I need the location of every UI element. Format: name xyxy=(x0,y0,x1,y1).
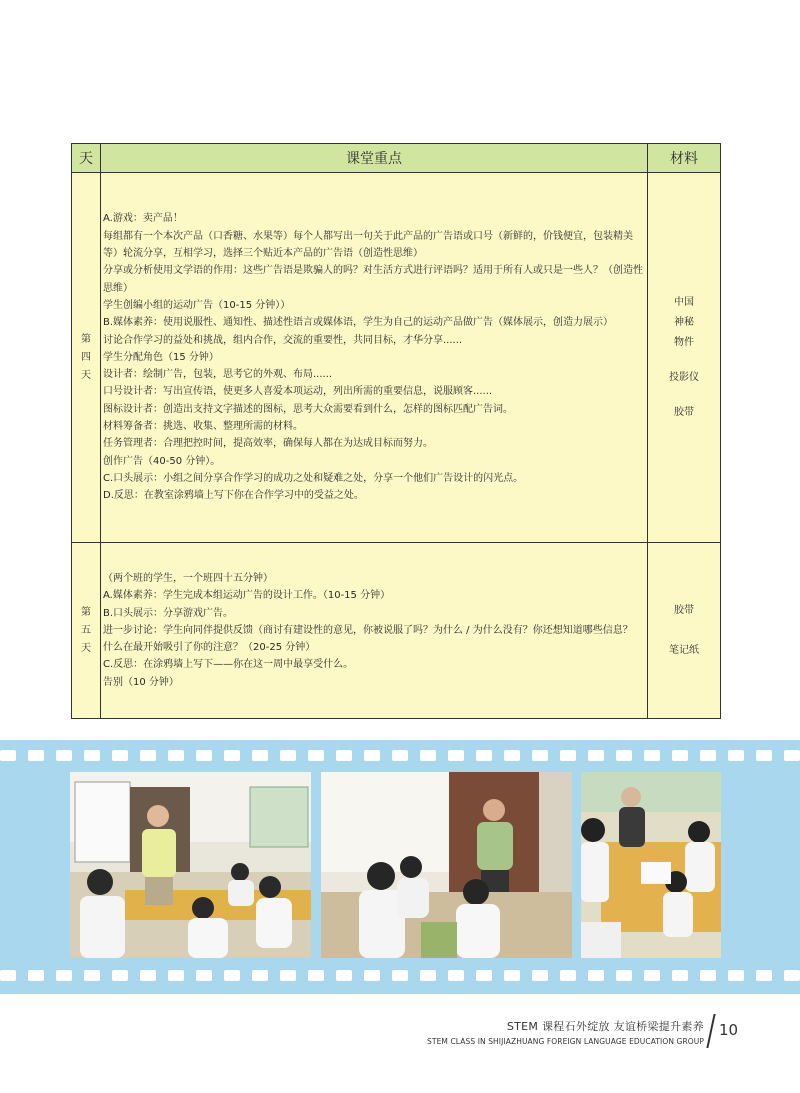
focus-line: 材料筹备者：挑选、收集、整理所需的材料。 xyxy=(103,421,303,433)
film-strip-banner xyxy=(0,740,800,994)
film-hole xyxy=(616,970,632,981)
table-row-day5 xyxy=(72,543,721,719)
focus-line: C.反思：在涂鸦墙上写下——你在这一周中最享受什么。 xyxy=(103,659,354,671)
focus-line: B.口头展示：分享游戏广告。 xyxy=(103,607,234,619)
day4-materials: 中国 神秘 物件 投影仪 胶带 xyxy=(648,173,721,543)
focus-line: A.游戏：卖产品！ xyxy=(103,213,183,225)
film-hole xyxy=(756,970,772,981)
focus-line: 图标设计者：创造出支持文字描述的图标，思考大众需要看到什么，怎样的图标匹配广告词。 xyxy=(103,403,513,415)
classroom-photo-group-work xyxy=(581,772,721,958)
film-hole xyxy=(140,750,156,761)
film-hole xyxy=(56,970,72,981)
focus-line: 学生创编小组的运动广告（10-15 分钟）） xyxy=(103,299,291,311)
classroom-photo-teacher-standing xyxy=(70,772,311,958)
focus-line: A.媒体素养：学生完成本组运动广告的设计工作。（10-15 分钟） xyxy=(103,590,391,602)
day4-focus xyxy=(101,173,648,543)
focus-line: （两个班的学生，一个班四十五分钟） xyxy=(103,572,273,584)
film-hole xyxy=(336,750,352,761)
film-hole xyxy=(448,750,464,761)
header-day: 天 xyxy=(72,144,101,173)
film-hole xyxy=(168,970,184,981)
page-footer xyxy=(427,1018,704,1046)
header-focus: 课堂重点 xyxy=(101,144,648,173)
film-hole xyxy=(84,970,100,981)
film-hole xyxy=(28,750,44,761)
film-hole xyxy=(280,750,296,761)
film-hole xyxy=(672,750,688,761)
film-hole xyxy=(560,750,576,761)
film-hole xyxy=(588,970,604,981)
film-hole xyxy=(504,970,520,981)
day5-focus xyxy=(101,543,648,719)
film-hole xyxy=(140,970,156,981)
day4-label: 第 四 天 xyxy=(72,173,101,543)
page-number: 10 xyxy=(719,1021,739,1039)
film-hole xyxy=(532,970,548,981)
film-hole xyxy=(700,970,716,981)
focus-line: 讨论合作学习的益处和挑战，组内合作，交流的重要性，共同目标，才华分享...... xyxy=(103,334,463,346)
film-hole xyxy=(196,970,212,981)
focus-line: 设计者：绘制广告，包装，思考它的外观、布局...... xyxy=(103,369,333,381)
film-hole xyxy=(644,970,660,981)
film-hole xyxy=(56,750,72,761)
film-hole xyxy=(756,750,772,761)
focus-line: 进一步讨论：学生向同伴提供反馈（商讨有建设性的意见，你被说服了吗？为什么 / 为什么没有？你还想知道哪些信息？ 什么在最开始吸引了你的注意？（20-25 分钟） xyxy=(103,624,633,654)
film-hole xyxy=(280,970,296,981)
footer-title-en: STEM CLASS IN SHIJIAZHUANG FOREIGN LANGUAGE EDUCATION GROUP xyxy=(427,1037,704,1046)
footer-title-zh: STEM 课程石外绽放 友谊桥梁提升素养 xyxy=(506,1020,704,1033)
film-hole xyxy=(588,750,604,761)
table-header-row xyxy=(72,144,721,173)
focus-line: 分享或分析使用文学语的作用：这些广告语是欺骗人的吗？对生活方式进行评语吗？适用于所有人或只是一些人？（创造性思维） xyxy=(103,265,643,294)
film-hole xyxy=(392,750,408,761)
film-hole xyxy=(532,750,548,761)
film-hole xyxy=(224,750,240,761)
header-materials: 材料 xyxy=(648,144,721,173)
film-hole xyxy=(672,970,688,981)
film-hole xyxy=(364,750,380,761)
film-perforations-bottom xyxy=(0,970,800,982)
film-hole xyxy=(364,970,380,981)
film-hole xyxy=(784,750,800,761)
film-hole xyxy=(616,750,632,761)
film-hole xyxy=(252,970,268,981)
lesson-schedule-table xyxy=(71,143,721,719)
film-hole xyxy=(504,750,520,761)
film-hole xyxy=(308,750,324,761)
film-hole xyxy=(728,750,744,761)
film-hole xyxy=(196,750,212,761)
focus-line: 每组都有一个本次产品（口香糖、水果等）每个人都写出一句关于此产品的广告语或口号（新鲜的，价钱便宜，包装精美等）轮流分享，互相学习，选择三个贴近本产品的广告语（创造性思维） xyxy=(103,230,633,260)
film-hole xyxy=(476,970,492,981)
day5-label: 第 五 天 xyxy=(72,543,101,719)
film-hole xyxy=(252,750,268,761)
film-hole xyxy=(700,750,716,761)
focus-line: D.反思：在教室涂鸦墙上写下你在合作学习中的受益之处。 xyxy=(103,490,364,502)
film-hole xyxy=(168,750,184,761)
page-number-divider xyxy=(706,1014,715,1048)
film-perforations-top xyxy=(0,750,800,762)
film-hole xyxy=(0,970,16,981)
focus-line: 口号设计者：写出宣传语，使更多人喜爱本项运动，列出所需的重要信息，说服顾客...... xyxy=(103,386,493,398)
film-hole xyxy=(308,970,324,981)
film-hole xyxy=(476,750,492,761)
film-hole xyxy=(112,970,128,981)
focus-line: B.媒体素养：使用说服性、通知性、描述性语言或媒体语，学生为自己的运动产品做广告（媒体展示，创造力展示） xyxy=(103,317,614,329)
film-hole xyxy=(784,970,800,981)
table-row-day4 xyxy=(72,173,721,543)
film-hole xyxy=(420,970,436,981)
day5-materials: 胶带 笔记纸 xyxy=(648,543,721,719)
film-hole xyxy=(84,750,100,761)
film-hole xyxy=(560,970,576,981)
film-hole xyxy=(112,750,128,761)
film-hole xyxy=(336,970,352,981)
classroom-photo-teacher-presenting xyxy=(321,772,572,958)
focus-line: 任务管理者：合理把控时间，提高效率，确保每人都在为达成目标而努力。 xyxy=(103,438,433,450)
film-hole xyxy=(0,750,16,761)
focus-line: 创作广告（40-50 分钟）。 xyxy=(103,455,221,467)
film-hole xyxy=(644,750,660,761)
film-hole xyxy=(224,970,240,981)
film-hole xyxy=(728,970,744,981)
film-hole xyxy=(392,970,408,981)
focus-line: C.口头展示：小组之间分享合作学习的成功之处和疑难之处，分享一个他们广告设计的闪光点。 xyxy=(103,472,524,484)
film-hole xyxy=(28,970,44,981)
film-hole xyxy=(420,750,436,761)
focus-line: 告别（10 分钟） xyxy=(103,676,179,688)
film-hole xyxy=(448,970,464,981)
focus-line: 学生分配角色（15 分钟） xyxy=(103,351,219,363)
